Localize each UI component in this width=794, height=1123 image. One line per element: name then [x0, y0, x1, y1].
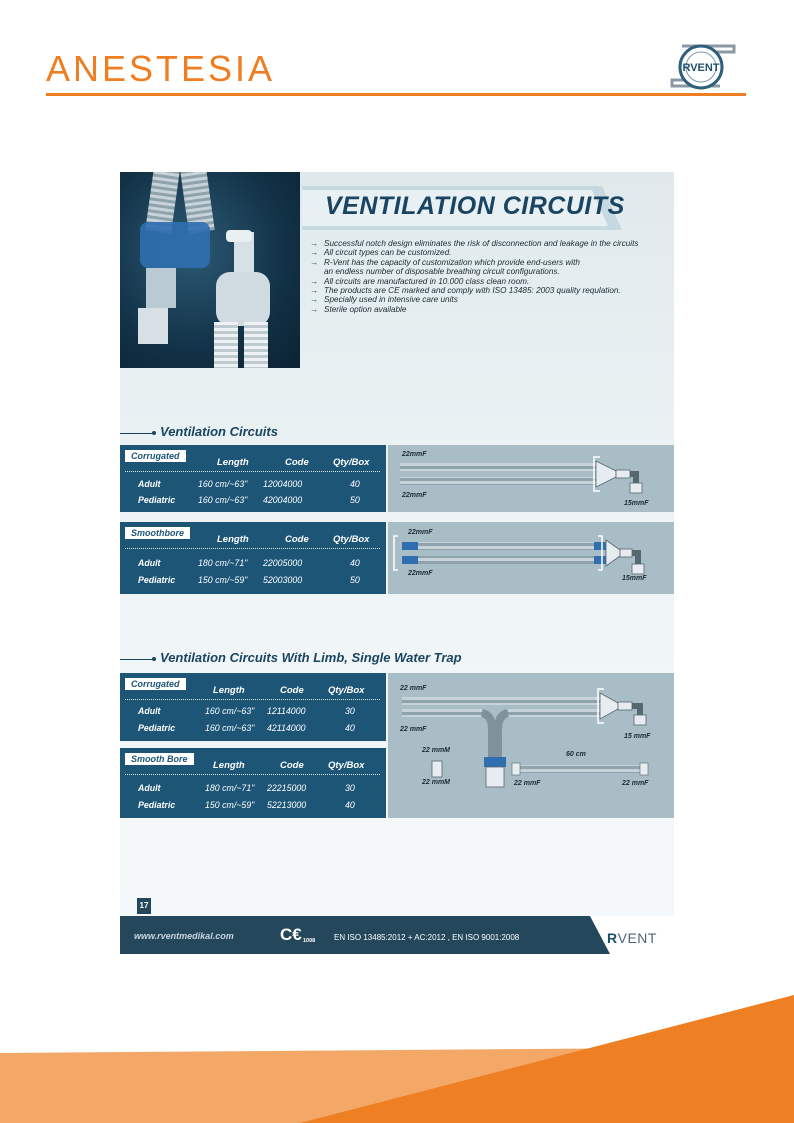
arrow-right-icon: → [310, 295, 319, 305]
list-item: → The products are CE marked and comply with ISO 13485: 2003 quality requlation. [310, 286, 621, 296]
list-item: → All circuit types can be customized. [310, 248, 452, 258]
page-title: ANESTESIA [46, 48, 276, 89]
column-header: Length [217, 534, 249, 545]
section-rule [120, 433, 152, 434]
table-row: Pediatric 150 cm/~59" 52213000 40 [138, 800, 355, 810]
table-row: Adult 160 cm/~63" 12114000 30 [138, 706, 355, 716]
arrow-right-icon: → [310, 257, 319, 267]
column-header: Code [285, 457, 309, 468]
list-item: → Specially used in intensive care units [310, 295, 458, 305]
main-heading: VENTILATION CIRCUITS [325, 192, 625, 220]
rvent-seal-logo [662, 40, 740, 92]
circuit-diagram-smoothbore: 22mmF 22mmF 15mmF [388, 522, 674, 594]
water-trap-circuit-drawing [388, 673, 674, 818]
arrow-right-icon: → [310, 304, 319, 314]
certification-text: EN ISO 13485:2012 + AC:2012 , EN ISO 9001:2008 [334, 933, 520, 942]
section-dot [152, 657, 156, 661]
table-tab: Smooth Bore [125, 753, 194, 765]
section-heading: Ventilation Circuits With Limb, Single Water Trap [160, 650, 462, 665]
column-header: Code [280, 760, 304, 771]
website-link[interactable]: www.rventmedikal.com [134, 931, 234, 941]
product-table-corrugated [120, 445, 386, 512]
column-header: Length [217, 457, 249, 468]
list-item: → Sterile option available [310, 304, 407, 314]
product-photo [120, 172, 300, 368]
arrow-right-icon: → [310, 286, 319, 296]
dotted-divider [125, 548, 380, 549]
table-row: Adult 160 cm/~63" 12004000 40 [138, 479, 360, 489]
arrow-right-icon: → [310, 248, 319, 258]
dotted-divider [125, 699, 380, 700]
title-divider [46, 93, 746, 96]
ce-mark-icon: C€ [280, 925, 302, 944]
logo-text: RVENT [682, 62, 720, 74]
arrow-right-icon: → [310, 276, 319, 286]
table-row: Adult 180 cm/~71" 22215000 30 [138, 783, 355, 793]
circuit-diagram-water-trap: 22 mmF 22 mmF 15 mmF 22 mmM 22 mmM 60 cm 22 mmF 22 mmF [388, 673, 674, 818]
column-header: Code [280, 685, 304, 696]
section-rule [120, 659, 152, 660]
footer-logo: RVENT [607, 930, 657, 946]
list-item: → R-Vent has the capacity of customization which provide end-users with [310, 257, 580, 267]
column-header: Qty/Box [328, 760, 365, 771]
list-item: → All circuits are manufactured in 10.000 class clean room. [310, 276, 530, 286]
list-item-continuation: an endless number of disposable breathing circuit configurations. [324, 267, 560, 277]
circuit-diagram-corrugated: 22mmF 22mmF 15mmF [388, 445, 674, 512]
column-header: Length [213, 685, 245, 696]
table-tab: Smoothbore [125, 527, 190, 539]
column-header: Qty/Box [333, 534, 370, 545]
section-heading: Ventilation Circuits [160, 424, 278, 439]
section-dot [152, 431, 156, 435]
table-row: Pediatric 150 cm/~59" 52003000 50 [138, 575, 360, 585]
table-row: Pediatric 160 cm/~63" 42004000 50 [138, 495, 360, 505]
list-item: → Successful notch design eliminates the risk of disconnection and leakage in the circuits [310, 239, 639, 248]
circuit-tubes-illustration [120, 172, 300, 368]
product-table-limb-smoothbore [120, 748, 386, 818]
arrow-right-icon: → [310, 239, 319, 248]
table-row: Adult 180 cm/~71" 22005000 40 [138, 558, 360, 568]
column-header: Qty/Box [333, 457, 370, 468]
notified-body-number: 1008 [303, 938, 316, 944]
column-header: Length [213, 760, 245, 771]
column-header: Code [285, 534, 309, 545]
table-tab: Corrugated [125, 450, 186, 462]
dotted-divider [125, 774, 380, 775]
page-number: 17 [137, 898, 151, 914]
column-header: Qty/Box [328, 685, 365, 696]
decorative-bottom-wave [0, 995, 794, 1123]
table-tab: Corrugated [125, 678, 186, 690]
catalog-page-image [120, 172, 674, 954]
table-row: Pediatric 160 cm/~63" 42114000 40 [138, 723, 355, 733]
product-table-smoothbore [120, 522, 386, 594]
feature-list [310, 239, 670, 314]
dotted-divider [125, 471, 380, 472]
product-table-limb-corrugated [120, 673, 386, 741]
